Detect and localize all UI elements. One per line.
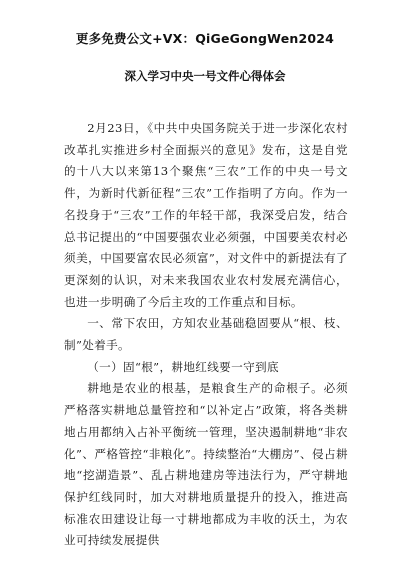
watermark-header: 更多免费公文+VX：QiGeGongWen2024 [75, 31, 335, 46]
document-title: 深入学习中央一号文件心得体会 [124, 69, 286, 83]
subsection-heading-1: （一）固“根”，耕地红线要一守到底 [87, 359, 279, 374]
document-body [64, 118, 348, 552]
paragraph-intro: 2月23日，《中共中央国务院关于进一步深化农村改革扎实推进乡村全面振兴的意见》发布，这是自党的十八大以来第13个聚焦“三农”工作的中央一号文件，为新时代新征程“三农”工作指明了方向。作为一名投身于“三农”工作的年轻干部，我深受启发，结合总书记提出的“中国要强农业必须强，中国要美农村必须美，中国要富农民必须富”，对文件中的新提法有了更深刻的认识，对未来我国农业农村发展充满信心，也进一步明确了今后主攻的工作重点和目标。 [64, 121, 348, 309]
section-heading-1: 一、常下农田，方知农业基础稳固要从“根、枝、制”处着手。 [64, 316, 348, 353]
paragraph-farmland: 耕地是农业的根基，是粮食生产的命根子。必须严格落实耕地总量管控和“以补定占”政策，将各类耕地占用都纳入占补平衡统一管理，坚决遏制耕地“非农化”、严格管控“非粮化”。持续整治“大棚房”、侵占耕地“挖湖造景”、乱占耕地建房等违法行为，严守耕地保护红线同时，加大对耕地质量提升的投入，推进高标准农田建设让每一寸耕地都成为丰收的沃土，为农业可持续发展提供 [64, 381, 348, 548]
